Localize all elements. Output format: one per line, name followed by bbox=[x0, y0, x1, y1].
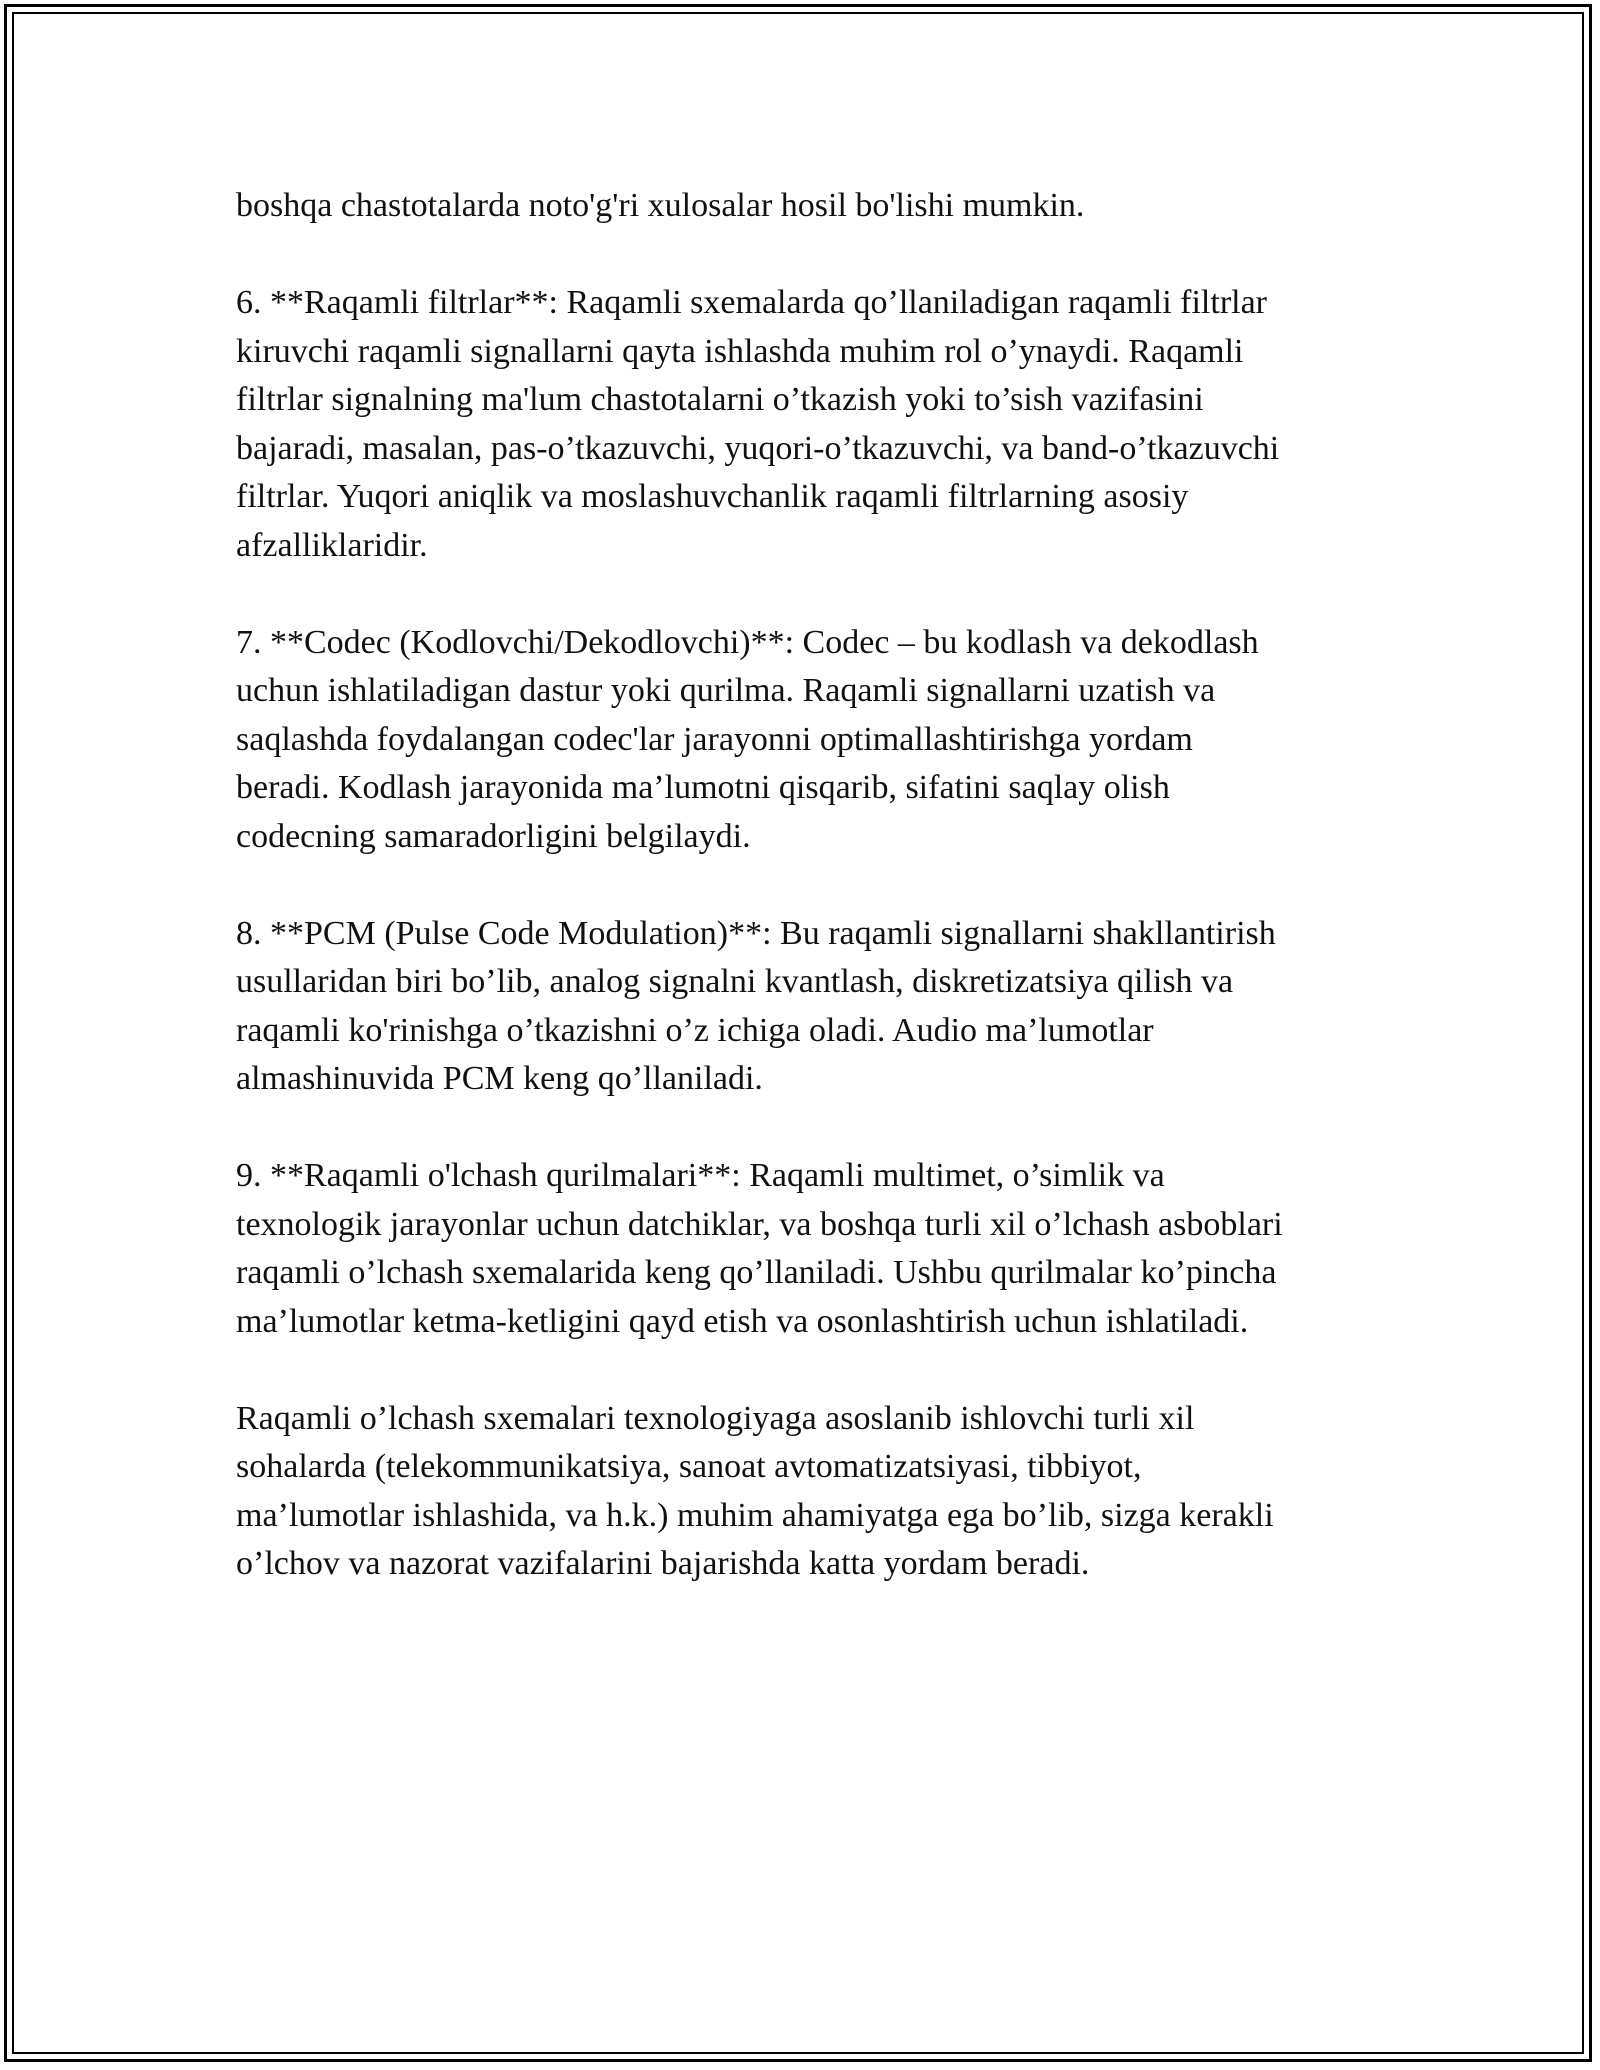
document-body bbox=[236, 182, 1386, 1637]
paragraph-conclusion: Raqamli o’lchash sxemalari texnologiyaga asoslanib ishlovchi turli xil sohalarda (telekommunikatsiya, sanoat avtomatizatsiyasi, tibbiyot, ma’lumotlar ishlashida, va h.k.) muhim ahamiyatga ega bo’lib, sizga kerakli o’lchov va nazorat vazifalarini bajarishda katta yordam beradi. bbox=[236, 1399, 1274, 1582]
paragraph-pcm: 8. **PCM (Pulse Code Modulation)**: Bu raqamli signallarni shakllantirish usullaridan biri bo’lib, analog signalni kvantlash, diskretizatsiya qilish va raqamli ko'rinishga o’tkazishni o’z ichiga oladi. Audio ma’lumotlar almashinuvida PCM keng qo’llaniladi. bbox=[236, 914, 1276, 1097]
paragraph-codec: 7. **Codec (Kodlovchi/Dekodlovchi)**: Codec – bu kodlash va dekodlash uchun ishlatiladigan dastur yoki qurilma. Raqamli signallarni uzatish va saqlashda foydalangan codec'lar jarayonni optimallashtirishga yordam beradi. Kodlash jarayonida ma’lumotni qisqarib, sifatini saqlay olish codecning samaradorligini belgilaydi. bbox=[236, 623, 1259, 855]
paragraph-continuation: boshqa chastotalarda noto'g'ri xulosalar hosil bo'lishi mumkin. bbox=[236, 187, 1085, 224]
paragraph-digital-filters: 6. **Raqamli filtrlar**: Raqamli sxemalarda qo’llaniladigan raqamli filtrlar kiruvchi raqamli signallarni qayta ishlashda muhim rol o’ynaydi. Raqamli filtrlar signalning ma'lum chastotalarni o’tkazish yoki to’sish vazifasini bajaradi, masalan, pas-o’tkazuvchi, yuqori-o’tkazuvchi, va band-o’tkazuvchi filtrlar. Yuqori aniqlik va moslashuvchanlik raqamli filtrlarning asosiy afzalliklaridir. bbox=[236, 284, 1280, 564]
paragraph-measuring-devices: 9. **Raqamli o'lchash qurilmalari**: Raqamli multimet, o’simlik va texnologik jarayonlar uchun datchiklar, va boshqa turli xil o’lchash asboblari raqamli o’lchash sxemalarida keng qo’llaniladi. Ushbu qurilmalar ko’pincha ma’lumotlar ketma-ketligini qayd etish va osonlashtirish uchun ishlatiladi. bbox=[236, 1157, 1283, 1340]
